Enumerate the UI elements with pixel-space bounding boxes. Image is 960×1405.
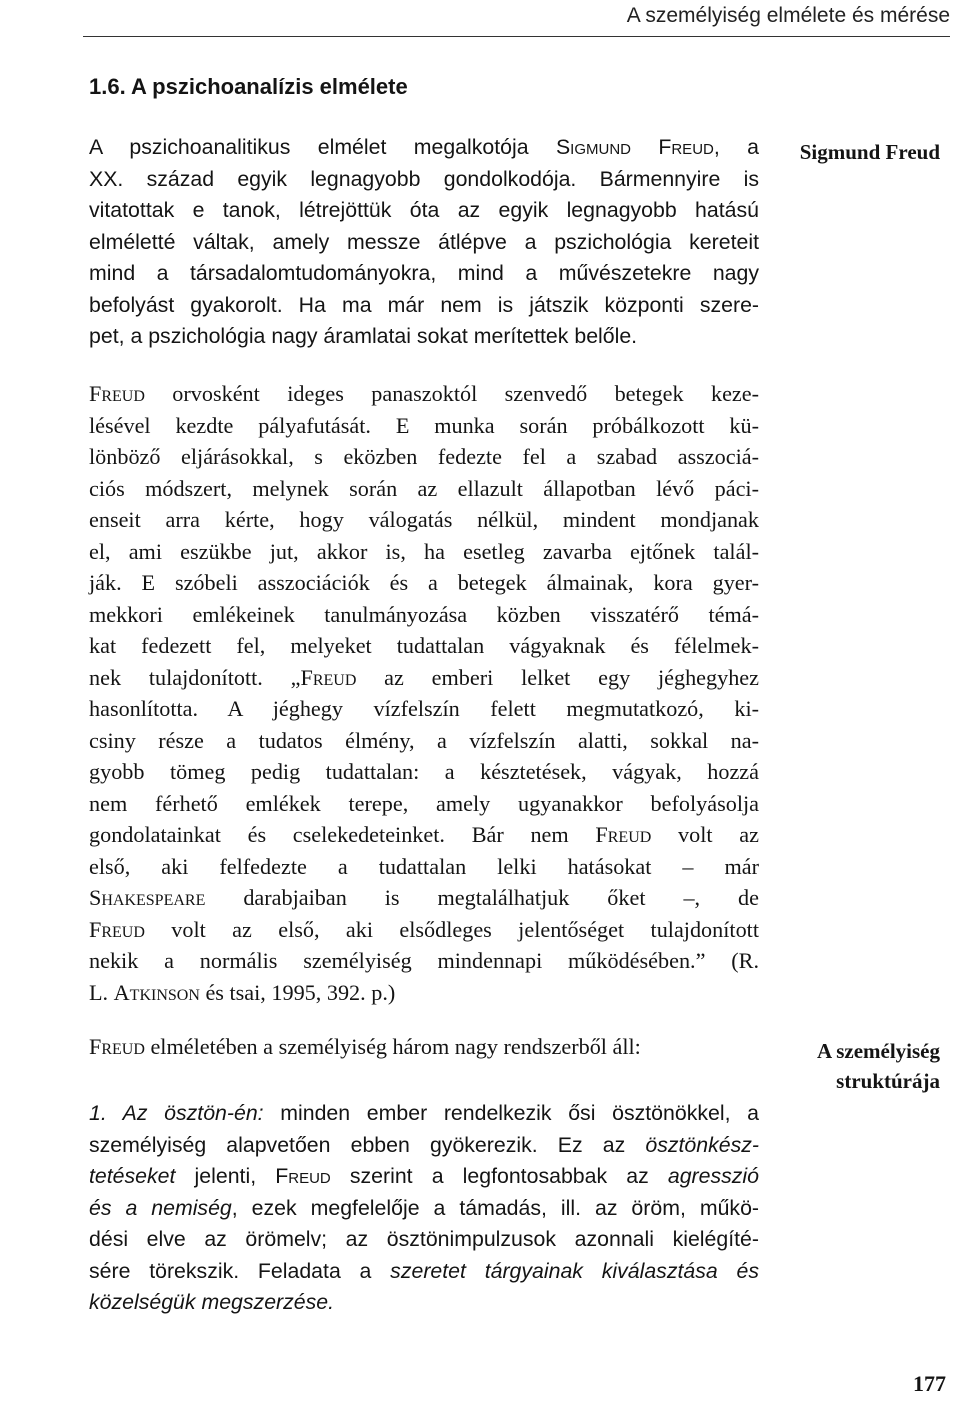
name-freud: Freud <box>595 822 652 847</box>
margin-note-line: A személyiség <box>816 1039 940 1063</box>
text-line: kat fedezett fel, melyeket tudattalan vágyaknak és félelmek- <box>89 633 759 658</box>
text-line: és a nemiség, ezek megfelelője a támadás, ill. az öröm, műkö- <box>89 1195 760 1220</box>
text-line: nem férhető emlékek terepe, amely ugyanakkor befolyásolja <box>89 790 759 816</box>
name-shakespeare: Shakespeare <box>89 885 206 910</box>
margin-note-freud: Sigmund Freud <box>799 140 940 164</box>
text-line: csiny része a tudatos élmény, a vízfelszín alatti, sokkal na- <box>89 727 759 753</box>
name-atkinson: Atkinson <box>113 979 200 1005</box>
paragraph-intro <box>89 132 759 353</box>
text-line: nekik a normális személyiség mindennapi működésében.” (R. <box>89 948 759 973</box>
paragraph-freud-career <box>89 378 759 1008</box>
text-line: 1. Az ösztön-én: minden ember rendelkezik ősi ösztönökkel, a <box>89 1101 759 1125</box>
name-freud: Freud <box>89 916 145 942</box>
name-freud: Sigmund Freud <box>555 135 714 159</box>
paragraph-three-systems <box>89 1031 759 1063</box>
text-line: L. Atkinson és tsai, 1995, 392. p.) <box>89 979 396 1005</box>
text-line: közelségük megszerzése. <box>89 1290 335 1314</box>
text-line: mind a társadalomtudományokra, mind a művészetekre nagy <box>89 261 759 285</box>
text-line: ciós módszert, melynek során az ellazult állapotban lévő páci- <box>89 475 759 501</box>
text-line: első, aki felfedezte a tudattalan lelki hatásokat – már <box>89 853 759 879</box>
margin-note-line: struktúrája <box>836 1069 940 1093</box>
text-line: sére törekszik. Feladata a szeretet tárgyainak kiválasztása és <box>89 1258 759 1283</box>
text-line: mekkori emlékeinek tanulmányozása közben visszatérő témá- <box>89 601 759 627</box>
text-line: Freud elméletében a személyiség három nagy rendszerből áll: <box>89 1034 641 1059</box>
section-title: 1.6. A pszichoanalízis elmélete <box>89 74 408 99</box>
text-line: elméletté váltak, amely messze átlépve a pszichológia kereteit <box>89 229 759 254</box>
text-line: pet, a pszichológia nagy áramlatai sokat merítettek belőle. <box>89 324 638 348</box>
margin-note-personality-structure <box>772 1036 940 1096</box>
text-line: Freud orvosként ideges panaszoktól szenvedő betegek keze- <box>89 381 759 406</box>
text-line: gyobb tömeg pedig tudattalan: a késztetések, vágyak, hozzá <box>89 759 759 784</box>
text-line: lésével kezdte pályafutását. E munka során próbálkozott kü- <box>89 412 759 438</box>
text-line: A pszichoanalitikus elmélet megalkotója Sigmund Freud, a <box>89 135 759 159</box>
text-line: Freud volt az első, aki elsődleges jelentőséget tulajdonított <box>89 916 759 942</box>
text-line: dési elve az örömelv; az ösztönimpulzusok azonnali kielégíté- <box>89 1227 759 1251</box>
text-line: személyiség alapvetően ebben gyökerezik. Ez az ösztönkész- <box>89 1132 759 1157</box>
name-freud: Freud <box>300 664 357 690</box>
text-line: tetéseket jelenti, Freud szerint a legfontosabbak az agresszió <box>89 1164 759 1188</box>
running-header: A személyiség elmélete és mérése <box>626 4 950 27</box>
paragraph-id <box>89 1098 759 1319</box>
text-line: lönböző eljárásokkal, s eközben fedezte fel a szabad asszociá- <box>89 444 759 469</box>
header-rule <box>83 36 950 37</box>
text-line: Shakespeare darabjaiban is megtalálhatjuk őket –, de <box>89 885 759 910</box>
term-id: 1. Az ösztön-én: <box>89 1101 264 1125</box>
text-line: hasonlította. A jéghegy vízfelszín felett megmutatkozó, ki- <box>89 696 759 721</box>
name-freud: Freud <box>89 1034 145 1059</box>
text-line: enseit arra kérte, hogy válogatás nélkül, mindent mondjanak <box>89 507 759 532</box>
text-line: ják. E szóbeli asszociációk és a betegek álmainak, kora gyer- <box>89 570 759 595</box>
text-line: el, ami eszükbe jut, akkor is, ha esetleg zavarba ejtőnek talál- <box>89 538 759 564</box>
text-line: nek tulajdonított. „Freud az emberi lelket egy jéghegyhez <box>89 664 759 690</box>
text-line: befolyást gyakorolt. Ha ma már nem is játszik központi szere- <box>89 292 759 317</box>
name-freud: Freud <box>89 381 145 406</box>
text-line: gondolatainkat és cselekedeteinket. Bár nem Freud volt az <box>89 822 759 847</box>
text-line: XX. század egyik legnagyobb gondolkodója. Bármennyire is <box>89 166 759 191</box>
name-freud: Freud <box>275 1164 331 1188</box>
page-number: 177 <box>913 1371 946 1396</box>
text-line: vitatottak e tanok, létrejöttük óta az egyik legnagyobb hatású <box>89 198 759 222</box>
